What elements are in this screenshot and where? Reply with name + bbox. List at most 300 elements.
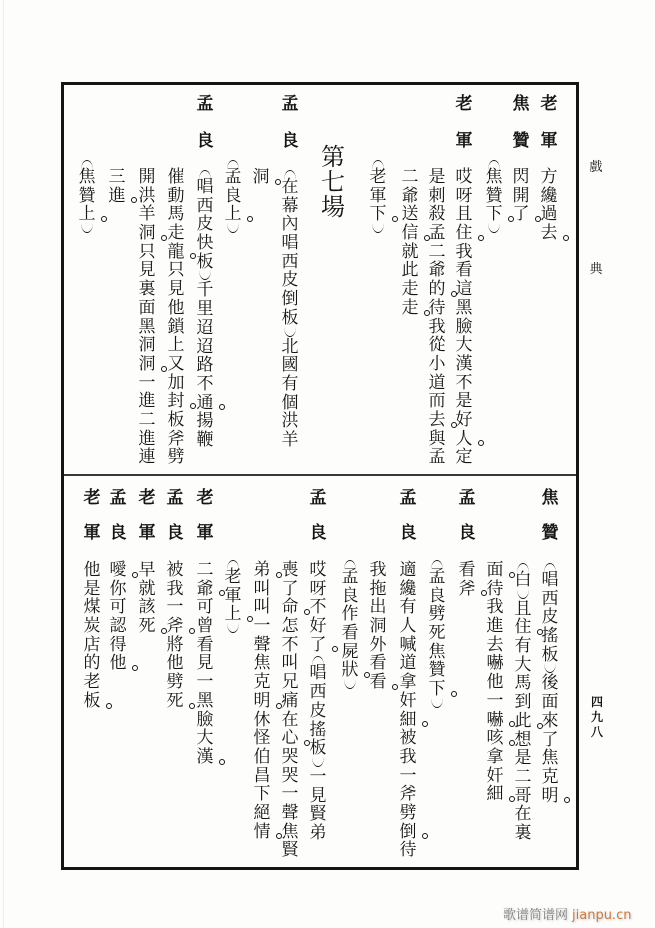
stage-direction <box>223 158 243 234</box>
glyph: 看 <box>455 260 473 281</box>
close-paren <box>484 224 504 234</box>
glyph: 曾 <box>196 616 214 637</box>
glyph: 怪 <box>253 728 271 749</box>
glyph: 好 <box>309 616 327 637</box>
glyph: 白 <box>514 570 532 590</box>
glyph: 只 <box>167 260 185 281</box>
glyph: 上 <box>167 335 185 356</box>
glyph: 劈 <box>166 672 184 693</box>
glyph: 洞 <box>138 223 156 244</box>
stage-direction <box>484 158 504 234</box>
dialogue-line <box>137 561 157 636</box>
glyph: 洞 <box>138 353 156 374</box>
close-paren <box>340 680 360 690</box>
glyph: 他 <box>166 653 184 674</box>
glyph: 孟 <box>428 447 446 468</box>
glyph: 就 <box>401 241 419 262</box>
glyph: 板 <box>83 690 101 711</box>
glyph: 孟 <box>109 488 127 508</box>
glyph: 到 <box>514 692 532 713</box>
close-paren <box>223 624 243 634</box>
glyph: 叫 <box>253 578 271 599</box>
dialogue-line <box>400 168 420 318</box>
glyph: 他 <box>109 653 127 674</box>
glyph: 呀 <box>309 578 327 599</box>
glyph: 唱 <box>281 233 299 254</box>
dialogue-line <box>539 168 559 243</box>
glyph: 小 <box>428 353 446 374</box>
watermark-domain: jianpu.cn <box>572 908 632 923</box>
glyph: 人 <box>455 428 473 449</box>
glyph: 有 <box>399 597 417 618</box>
glyph: 咳 <box>486 728 504 749</box>
glyph: 良 <box>166 523 184 543</box>
glyph: 的 <box>83 653 101 674</box>
glyph: 漢 <box>455 353 473 374</box>
glyph: 焦 <box>281 821 299 842</box>
glyph: 明 <box>253 690 271 711</box>
glyph: 上 <box>224 604 242 625</box>
speaker-name <box>454 86 474 160</box>
glyph: 送 <box>401 204 419 225</box>
glyph: 馬 <box>514 673 532 694</box>
glyph: 洞 <box>138 335 156 356</box>
glyph: 倒 <box>281 289 299 310</box>
glyph: 路 <box>196 355 214 376</box>
glyph: 哎 <box>309 560 327 580</box>
glyph: 信 <box>401 223 419 244</box>
glyph: 進 <box>138 428 156 449</box>
dialogue-line <box>252 561 272 841</box>
glyph: 又 <box>167 353 185 374</box>
dialogue-line <box>540 561 560 805</box>
glyph: 焦 <box>253 653 271 674</box>
speaker-name <box>540 481 560 551</box>
close-paren <box>427 699 447 709</box>
glyph: 是 <box>428 167 446 187</box>
glyph: 場 <box>321 193 345 221</box>
glyph: 我 <box>428 316 446 337</box>
glyph: 封 <box>167 391 185 412</box>
speaker-name <box>195 86 215 160</box>
glyph: 從 <box>428 335 446 356</box>
dialogue-line <box>485 561 505 804</box>
glyph: 三 <box>108 167 126 187</box>
glyph: 孟 <box>196 94 214 114</box>
dialogue-line <box>280 168 300 450</box>
glyph: 良 <box>224 185 242 206</box>
glyph: 老 <box>369 167 387 187</box>
glyph: 了 <box>541 729 559 750</box>
glyph: 拿 <box>486 746 504 767</box>
glyph: 孟 <box>166 488 184 508</box>
glyph: 細 <box>399 709 417 730</box>
dialogue-line <box>457 561 477 598</box>
glyph: 下 <box>428 679 446 700</box>
dialogue-line <box>308 561 328 843</box>
glyph: 幕 <box>281 195 299 216</box>
glyph: 老 <box>196 488 214 508</box>
glyph: 通 <box>196 392 214 413</box>
glyph: 我 <box>166 578 184 599</box>
glyph: 八 <box>590 725 603 739</box>
glyph: 這 <box>455 279 473 300</box>
glyph: 九 <box>590 710 603 724</box>
glyph: 焦 <box>541 488 559 508</box>
glyph: 斧 <box>167 428 185 449</box>
glyph: 一 <box>138 372 156 393</box>
dialogue-line <box>513 561 533 843</box>
glyph: 明 <box>541 785 559 806</box>
dialogue-line <box>280 561 300 860</box>
glyph: 不 <box>455 372 473 393</box>
glyph: 一 <box>196 672 214 693</box>
glyph: 閃 <box>512 167 530 187</box>
glyph: 他 <box>167 297 185 318</box>
glyph: 漢 <box>196 746 214 767</box>
glyph: 老 <box>138 488 156 508</box>
glyph: 哎 <box>455 167 473 187</box>
glyph: 我 <box>455 241 473 262</box>
glyph: 二 <box>514 766 532 787</box>
glyph: 鞭 <box>196 429 214 450</box>
glyph: 看 <box>341 623 359 644</box>
glyph: 典 <box>589 262 603 277</box>
scene-heading <box>320 145 346 220</box>
glyph: 昌 <box>253 765 271 786</box>
glyph: 二 <box>138 409 156 430</box>
glyph: 迢 <box>196 336 214 357</box>
glyph: 他 <box>83 560 101 580</box>
glyph: 黑 <box>196 690 214 711</box>
glyph: 唱 <box>541 570 559 590</box>
page-number <box>589 695 605 740</box>
glyph: 一 <box>166 597 184 618</box>
glyph: 孟 <box>458 488 476 508</box>
close-paren <box>368 224 388 234</box>
stage-direction <box>340 558 360 690</box>
glyph: 劈 <box>428 604 446 625</box>
glyph: 此 <box>401 260 419 281</box>
glyph: 不 <box>196 373 214 394</box>
glyph: 早 <box>138 560 156 580</box>
glyph: 看 <box>369 653 387 674</box>
glyph: 有 <box>281 373 299 394</box>
glyph: 馬 <box>167 204 185 225</box>
speaker-name <box>511 86 531 160</box>
glyph: 二 <box>428 241 446 262</box>
glyph: 上 <box>78 204 96 225</box>
glyph: 的 <box>428 279 446 300</box>
glyph: 贊 <box>428 660 446 681</box>
glyph: 良 <box>399 523 417 543</box>
glyph: 焦 <box>485 167 503 187</box>
glyph: 二 <box>196 560 214 580</box>
dialogue-line <box>195 168 215 450</box>
glyph: 待 <box>486 578 504 599</box>
glyph: 聲 <box>281 802 299 823</box>
glyph: 爺 <box>401 185 419 206</box>
glyph: 軍 <box>224 585 242 606</box>
glyph: 四 <box>590 695 603 709</box>
glyph: 我 <box>486 597 504 618</box>
glyph: 是 <box>455 391 473 412</box>
glyph: 孟 <box>341 567 359 587</box>
glyph: 呀 <box>455 185 473 206</box>
glyph: 焦 <box>541 748 559 769</box>
glyph: 叫 <box>253 597 271 618</box>
glyph: 待 <box>428 297 446 318</box>
glyph: 煤 <box>83 597 101 618</box>
glyph: 拿 <box>399 672 417 693</box>
glyph: 板 <box>309 738 327 759</box>
glyph: 洪 <box>281 411 299 432</box>
dialogue-line <box>195 561 215 767</box>
glyph: 大 <box>514 654 532 675</box>
glyph: 在 <box>514 804 532 825</box>
glyph: 被 <box>166 560 184 580</box>
glyph: 情 <box>253 821 271 842</box>
glyph: 劈 <box>399 802 417 823</box>
glyph: 喊 <box>399 634 417 655</box>
glyph: 後 <box>541 673 559 694</box>
glyph: 該 <box>138 597 156 618</box>
glyph: 良 <box>341 585 359 606</box>
glyph: 西 <box>309 682 327 703</box>
glyph: 一 <box>253 616 271 637</box>
glyph: 唱 <box>309 663 327 684</box>
glyph: 喪 <box>281 560 299 580</box>
glyph: 西 <box>196 195 214 216</box>
glyph: 就 <box>138 578 156 599</box>
glyph: 贊 <box>485 185 503 206</box>
glyph: 進 <box>108 185 126 206</box>
stage-direction <box>427 558 447 709</box>
glyph: 走 <box>401 297 419 318</box>
glyph: 想 <box>514 729 532 750</box>
glyph: 此 <box>514 710 532 731</box>
glyph: 看 <box>369 672 387 693</box>
speaker-name <box>457 481 477 551</box>
glyph: 一 <box>486 690 504 711</box>
watermark-site-name: 歌谱简谱网 <box>503 908 569 923</box>
glyph: 進 <box>486 616 504 637</box>
glyph: 且 <box>455 204 473 225</box>
glyph: 搖 <box>541 626 559 647</box>
glyph: 休 <box>253 709 271 730</box>
dialogue-line <box>368 561 388 692</box>
glyph: 良 <box>309 523 327 543</box>
glyph: 死 <box>428 623 446 644</box>
glyph: 開 <box>512 185 530 206</box>
glyph: 命 <box>281 597 299 618</box>
speaker-name <box>82 481 102 551</box>
glyph: 孟 <box>309 488 327 508</box>
glyph: 克 <box>253 672 271 693</box>
glyph: 孟 <box>399 488 417 508</box>
glyph: 下 <box>369 204 387 225</box>
glyph: 適 <box>399 560 417 580</box>
glyph: 與 <box>428 428 446 449</box>
glyph: 待 <box>399 840 417 861</box>
speaker-name <box>398 481 418 551</box>
glyph: 痛 <box>281 690 299 711</box>
glyph: 臉 <box>455 316 473 337</box>
glyph: 屍 <box>341 641 359 662</box>
glyph: 皮 <box>196 214 214 235</box>
glyph: 軍 <box>83 523 101 543</box>
glyph: 奸 <box>399 690 417 711</box>
glyph: 被 <box>399 728 417 749</box>
glyph: 皮 <box>281 270 299 291</box>
glyph: 你 <box>109 578 127 599</box>
glyph: 將 <box>166 634 184 655</box>
glyph: 纔 <box>540 185 558 206</box>
glyph: 戲 <box>589 160 603 175</box>
glyph: 千 <box>196 280 214 301</box>
glyph: 連 <box>138 447 156 468</box>
glyph: 我 <box>399 746 417 767</box>
glyph: 面 <box>138 297 156 318</box>
glyph: 而 <box>428 391 446 412</box>
glyph: 焦 <box>428 641 446 662</box>
glyph: 聲 <box>253 634 271 655</box>
glyph: 在 <box>281 177 299 197</box>
glyph: 催 <box>167 167 185 187</box>
speaker-name <box>108 481 128 551</box>
glyph: 嚇 <box>486 709 504 730</box>
glyph: 去 <box>486 634 504 655</box>
glyph: 可 <box>109 597 127 618</box>
glyph: 老 <box>224 567 242 587</box>
glyph: 北 <box>281 336 299 357</box>
glyph: 怎 <box>281 616 299 637</box>
glyph: 賢 <box>309 804 327 825</box>
glyph: 裏 <box>514 822 532 843</box>
glyph: 良 <box>428 585 446 606</box>
dialogue-line <box>166 168 186 467</box>
glyph: 過 <box>540 204 558 225</box>
glyph: 軍 <box>138 523 156 543</box>
glyph: 在 <box>281 709 299 730</box>
glyph: 贊 <box>78 185 96 206</box>
glyph: 細 <box>486 784 504 805</box>
glyph: 迢 <box>196 317 214 338</box>
glyph: 他 <box>486 672 504 693</box>
glyph: 弟 <box>253 560 271 580</box>
dialogue-line <box>454 168 474 467</box>
glyph: 定 <box>455 447 473 468</box>
glyph: 道 <box>399 653 417 674</box>
glyph: 贊 <box>541 523 559 543</box>
stage-direction <box>77 158 97 234</box>
glyph: 進 <box>138 391 156 412</box>
speaker-name <box>539 86 559 160</box>
glyph: 良 <box>109 523 127 543</box>
glyph: 軍 <box>540 131 558 151</box>
glyph: 得 <box>109 634 127 655</box>
dialogue-line <box>251 168 271 187</box>
glyph: 老 <box>455 94 473 114</box>
glyph: 來 <box>541 710 559 731</box>
glyph: 爺 <box>196 578 214 599</box>
glyph: 哭 <box>281 765 299 786</box>
stage-direction <box>368 158 388 234</box>
running-head <box>588 117 604 321</box>
glyph: 七 <box>321 168 345 196</box>
glyph: 板 <box>167 409 185 430</box>
speaker-name <box>137 481 157 551</box>
glyph: 死 <box>166 690 184 711</box>
glyph: 作 <box>341 604 359 625</box>
glyph: 纔 <box>399 578 417 599</box>
dialogue-line <box>137 168 157 467</box>
glyph: 見 <box>309 785 327 806</box>
glyph: 良 <box>281 131 299 151</box>
glyph: 是 <box>83 578 101 599</box>
glyph: 洞 <box>252 167 270 187</box>
glyph: 死 <box>138 616 156 637</box>
glyph: 伯 <box>253 746 271 767</box>
glyph: 噯 <box>109 560 127 580</box>
glyph: 看 <box>196 634 214 655</box>
glyph: 可 <box>196 597 214 618</box>
dialogue-line <box>398 561 418 860</box>
scan-edge-shadow <box>3 0 4 928</box>
glyph: 住 <box>514 617 532 638</box>
glyph: 皮 <box>541 607 559 628</box>
glyph: 羊 <box>281 429 299 450</box>
glyph: 走 <box>401 279 419 300</box>
glyph: 絕 <box>253 802 271 823</box>
glyph: 我 <box>369 560 387 580</box>
glyph: 上 <box>224 204 242 225</box>
glyph: 西 <box>541 588 559 609</box>
dialogue-line <box>82 561 102 711</box>
glyph: 一 <box>309 766 327 787</box>
glyph: 皮 <box>309 700 327 721</box>
glyph: 第 <box>321 143 345 171</box>
glyph: 動 <box>167 185 185 206</box>
glyph: 斧 <box>458 578 476 599</box>
glyph: 內 <box>281 214 299 235</box>
glyph: 良 <box>458 523 476 543</box>
glyph: 軍 <box>455 131 473 151</box>
glyph: 羊 <box>138 204 156 225</box>
section-divider <box>63 474 577 476</box>
glyph: 住 <box>455 223 473 244</box>
glyph: 老 <box>83 672 101 693</box>
glyph: 見 <box>167 279 185 300</box>
glyph: 是 <box>514 748 532 769</box>
glyph: 搖 <box>309 719 327 740</box>
glyph: 克 <box>541 766 559 787</box>
glyph: 黑 <box>138 316 156 337</box>
glyph: 黑 <box>455 297 473 318</box>
watermark <box>503 904 631 923</box>
glyph: 裏 <box>138 279 156 300</box>
glyph: 唱 <box>196 177 214 197</box>
glyph: 哥 <box>514 785 532 806</box>
dialogue-line <box>108 561 128 673</box>
glyph: 龍 <box>167 241 185 262</box>
glyph: 方 <box>540 167 558 187</box>
glyph: 孟 <box>428 223 446 244</box>
glyph: 板 <box>196 251 214 272</box>
glyph: 國 <box>281 355 299 376</box>
glyph: 焦 <box>512 94 530 114</box>
glyph: 洞 <box>369 616 387 637</box>
